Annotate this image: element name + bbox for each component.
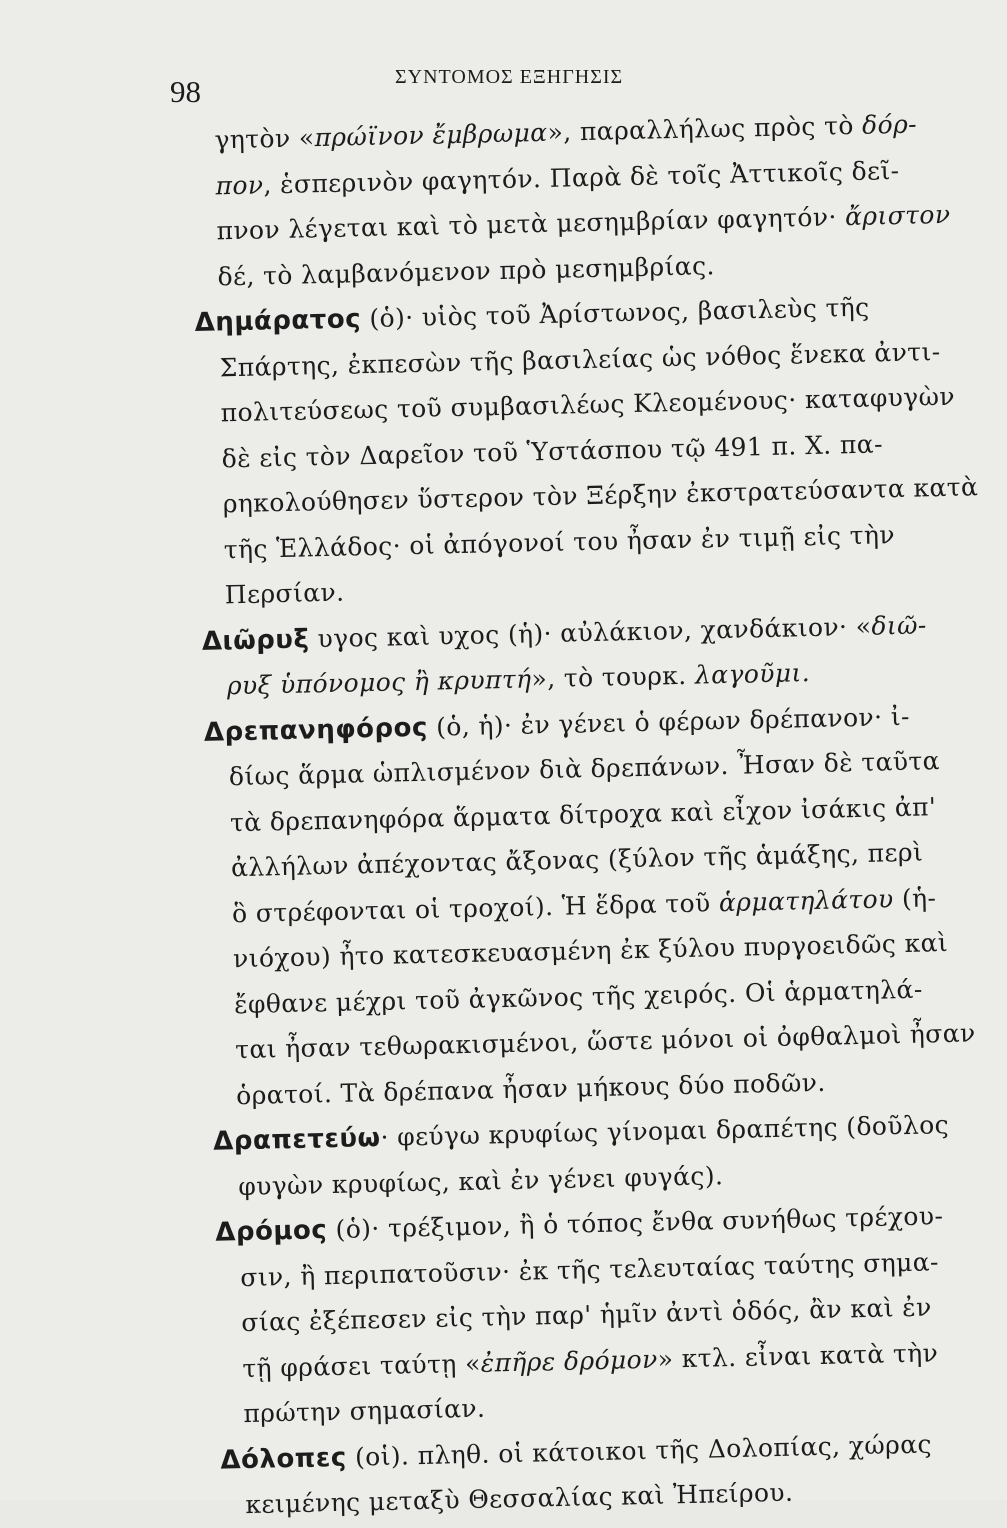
text-run: », τὸ τουρκ. (531, 660, 696, 694)
text-run: πρώτην σημασίαν. (243, 1393, 486, 1429)
italic-quote: πρώϊνον ἔμβρωμα (314, 117, 548, 153)
italic-quote: ἁρματηλάτου (718, 883, 894, 917)
text-run: » κτλ. εἶναι κατὰ τὴν (657, 1337, 939, 1374)
text-run: τὰ δρεπανηφόρα ἅρματα δίτροχα καὶ εἶχον ἰσάκις ἀπ' (229, 791, 937, 837)
italic-quote: δόρ- (861, 109, 918, 140)
text-run: , ἑσπερινὸν φαγητόν. Παρὰ δὲ τοῖς Ἀττικοῖς δεῖ- (263, 155, 900, 199)
text-run: ἔφθανε μέχρι τοῦ ἀγκῶνος τῆς χειρός. Οἱ ἁρματηλά- (233, 974, 923, 1019)
text-run: (ὁ, ἡ)· ἐν γένει ὁ φέρων δρέπανον· ἰ- (427, 701, 911, 742)
text-run: σιν, ἢ περιπατοῦσιν· ἐκ τῆς τελευταίας ταύτης σημα- (239, 1246, 940, 1292)
italic-quote: ἄριστον (844, 199, 951, 232)
text-run: ὁρατοί. Τὰ δρέπανα ἦσαν μήκους δύο ποδῶν. (235, 1067, 826, 1110)
text-run: φυγὼν κρυφίως, καὶ ἐν γένει φυγάς). (237, 1160, 724, 1201)
italic-quote: ρυξ ὑπόνομος ἢ κρυπτή (226, 664, 532, 701)
text-run: τῆς Ἑλλάδος· οἱ ἀπόγονοί του ἦσαν ἐν τιμῇ εἰς τὴν (223, 519, 896, 564)
text-run: δὲ εἰς τὸν Δαρεῖον τοῦ Ὑστάσπου τῷ 491 π. Χ. πα- (221, 428, 884, 473)
text-run: σίας ἐξέπεσεν εἰς τὴν παρ' ἡμῖν ἀντὶ ὁδός, ἂν καὶ ἐν (241, 1292, 932, 1338)
text-run: ται ἦσαν τεθωρακισμένοι, ὥστε μόνοι οἱ ὀφθαλμοὶ ἦσαν (234, 1018, 976, 1065)
text-run: κειμένης μεταξὺ Θεσσαλίας καὶ Ἠπείρου. (245, 1477, 794, 1520)
text-run: (οἱ). πληθ. οἱ κάτοικοι τῆς Δολοπίας, χώρας (346, 1429, 933, 1472)
text-run: δίως ἅρμα ὡπλισμένον διὰ δρεπάνων. Ἦσαν δὲ ταῦτα (228, 746, 941, 792)
headword: Διῶρυξ (201, 623, 310, 657)
headword: Δόλοπες (220, 1442, 348, 1476)
text-run: (ὁ)· τρέξιμον, ἢ ὁ τόπος ἔνθα συνήθως τρέχου- (326, 1201, 944, 1245)
text-run: Σπάρτης, ἐκπεσὼν τῆς βασιλείας ὡς νόθος ἕνεκα ἀντι- (219, 336, 941, 382)
text-run: (ὁ)· υἱὸς τοῦ Ἀρίστωνος, βασιλεὺς τῆς (360, 292, 870, 334)
headword: Δρόμος (214, 1215, 328, 1248)
page-header (170, 62, 930, 109)
text-run: τῇ φράσει ταύτῃ « (242, 1348, 482, 1383)
text-run: δέ, τὸ λαμβανόμενον πρὸ μεσημβρίας. (217, 250, 716, 291)
headword: Δρεπανηφόρος (203, 712, 429, 748)
text-run: », παραλλήλως πρὸς τὸ (547, 110, 863, 147)
text-run: ἀλλήλων ἀπέχοντας ἄξονας (ξύλον τῆς ἁμάξης, περὶ (230, 837, 924, 883)
headword: Δημάρατος (194, 304, 362, 338)
text-run: πνον λέγεται καὶ τὸ μετὰ μεσημβρίαν φαγητόν· (216, 202, 846, 246)
text-run: ρηκολούθησεν ὕστερον τὸν Ξέρξην ἐκστρατεύσαντα κατὰ (222, 472, 979, 519)
dictionary-text (190, 101, 979, 1528)
running-head: ΣΥΝΤΟΜΟΣ ΕΞΗΓΗΣΙΣ (395, 66, 624, 88)
text-run: Περσίαν. (224, 577, 345, 610)
text-run: νιόχου) ἦτο κατεσκευασμένη ἐκ ξύλου πυργοειδῶς καὶ (232, 928, 949, 974)
text-run: πολιτεύσεως τοῦ συμβασιλέως Κλεομένους· καταφυγὼν (220, 381, 956, 428)
page-number: 98 (170, 74, 201, 109)
text-run: γητὸν « (214, 123, 315, 155)
italic-quote: διῶ- (871, 609, 927, 641)
text-run: υγος καὶ υχος (ἡ)· αὐλάκιον, χανδάκιον· « (308, 611, 872, 653)
text-run: · φεύγω κρυφίως γίνομαι δραπέτης (δοῦλος (380, 1110, 950, 1152)
headword: Δραπετεύω (212, 1122, 381, 1157)
italic-quote: ἐπῆρε δρόμον (480, 1344, 658, 1378)
text-run: ὃ στρέφονται οἱ τροχοί). Ἡ ἕδρα τοῦ (231, 887, 720, 928)
italic-quote: πον (215, 169, 264, 200)
text-run: (ἡ- (893, 882, 937, 913)
italic-quote: λαγοῦμι. (694, 658, 811, 690)
